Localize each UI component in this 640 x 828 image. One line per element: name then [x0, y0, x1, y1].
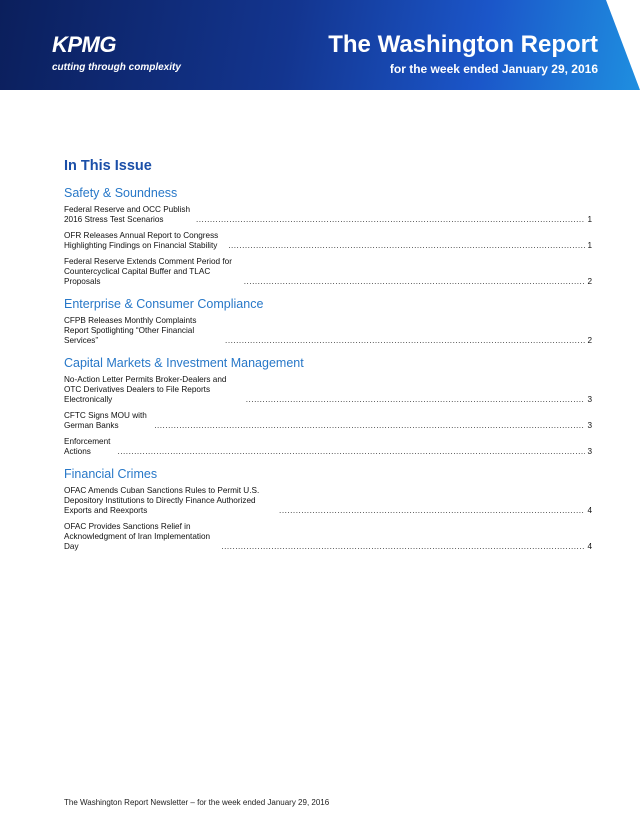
leader-dots: [117, 447, 585, 457]
logo-tagline: cutting through complexity: [52, 62, 181, 73]
toc-entry-title[interactable]: OFAC Provides Sanctions Relief in Acknowledgment of Iran Implementation Day: [64, 522, 211, 551]
toc-section-safety-soundness: [64, 186, 592, 287]
toc-section-financial-crimes: [64, 467, 592, 552]
section-title: Financial Crimes: [64, 467, 158, 481]
leader-dots: [244, 277, 586, 287]
leader-dots: [196, 215, 585, 225]
toc-entry[interactable]: [64, 411, 592, 431]
toc-entry-title[interactable]: No-Action Letter Permits Broker-Dealers and OTC Derivatives Dealers to File Reports Electronically: [64, 375, 227, 404]
toc-section-capital-markets: [64, 356, 592, 457]
section-title: Capital Markets & Investment Management: [64, 356, 304, 370]
report-title: The Washington Report: [328, 31, 598, 58]
toc-entry-title[interactable]: Federal Reserve Extends Comment Period for Countercyclical Capital Buffer and TLAC Proposals: [64, 257, 232, 286]
toc-entry-title[interactable]: CFPB Releases Monthly Complaints Report Spotlighting “Other Financial Services”: [64, 316, 197, 345]
toc-entry-page: 1: [587, 241, 592, 250]
header-banner: [0, 0, 640, 90]
toc-entry-title[interactable]: Enforcement Actions: [64, 437, 111, 456]
toc-entry-page: 3: [587, 395, 592, 404]
section-title: Enterprise & Consumer Compliance: [64, 297, 264, 311]
toc-entry-page: 2: [587, 277, 592, 286]
toc-entry[interactable]: [64, 231, 592, 251]
toc-entry[interactable]: [64, 257, 592, 287]
toc-entry-title[interactable]: OFR Releases Annual Report to Congress Highlighting Findings on Financial Stability: [64, 231, 219, 250]
toc-entry[interactable]: [64, 316, 592, 346]
leader-dots: [221, 542, 585, 552]
toc-entry[interactable]: [64, 522, 592, 552]
toc-entry-page: 3: [587, 447, 592, 456]
toc-entry[interactable]: [64, 205, 592, 225]
leader-dots: [279, 506, 585, 516]
toc-entry-page: 2: [587, 336, 592, 345]
table-of-contents: [64, 158, 592, 562]
report-subtitle: for the week ended January 29, 2016: [389, 62, 598, 76]
toc-entry[interactable]: [64, 486, 592, 516]
toc-entry-page: 3: [587, 421, 592, 430]
toc-entry-title[interactable]: CFTC Signs MOU with German Banks: [64, 411, 147, 430]
leader-dots: [154, 421, 585, 431]
toc-entry[interactable]: [64, 375, 592, 405]
toc-entry-page: 4: [587, 542, 592, 551]
toc-heading: In This Issue: [64, 158, 152, 174]
toc-entry-title[interactable]: Federal Reserve and OCC Publish 2016 Stress Test Scenarios: [64, 205, 191, 224]
toc-section-enterprise-consumer: [64, 297, 592, 346]
toc-entry[interactable]: [64, 437, 592, 457]
toc-entry-page: 4: [587, 506, 592, 515]
leader-dots: [246, 395, 586, 405]
leader-dots: [228, 241, 585, 251]
section-title: Safety & Soundness: [64, 186, 178, 200]
toc-entry-title[interactable]: OFAC Amends Cuban Sanctions Rules to Permit U.S. Depository Institutions to Directly Finance Authorized Exports and Reexports: [64, 486, 260, 515]
kpmg-logo: KPMG: [52, 32, 116, 57]
toc-entry-page: 1: [587, 215, 592, 224]
banner-corner-cut: [606, 0, 640, 90]
leader-dots: [225, 336, 585, 346]
page-footer: The Washington Report Newsletter – for the week ended January 29, 2016: [64, 798, 330, 807]
